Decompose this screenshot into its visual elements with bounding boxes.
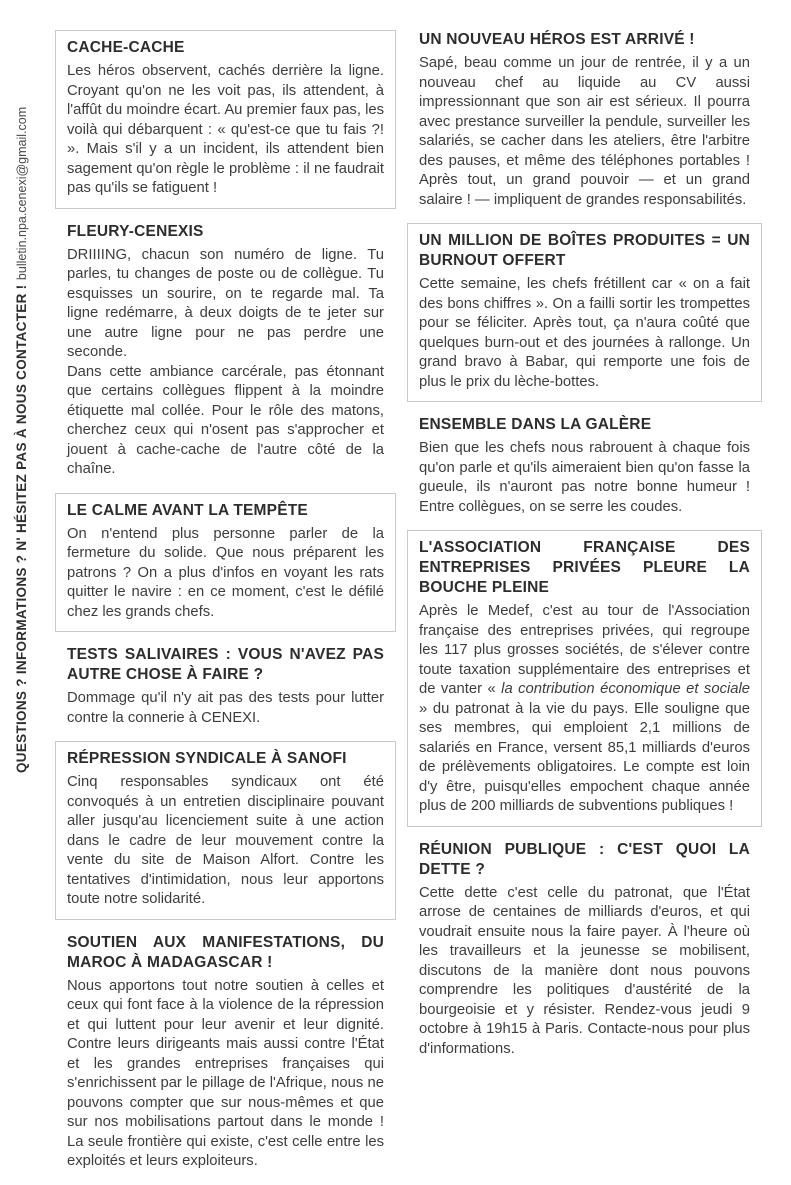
article	[55, 933, 396, 1172]
article-title: FLEURY-CENEXIS	[67, 222, 204, 240]
article-title: L'ASSOCIATION FRANÇAISE DES ENTREPRISES PRIVÉES PLEURE LA BOUCHE PLEINE	[419, 539, 750, 596]
article	[407, 530, 762, 827]
article-paragraph: Dommage qu'il n'y ait pas des tests pour lutter contre la connerie à CENEXI.	[67, 690, 384, 726]
article-paragraph: Après le Medef, c'est au tour de l'Association française des entreprises privées, qui regroupe les 117 plus grosses sociétés, de s'élever contre toute taxation supplémentaire des entreprises et de vanter « la contribution économique et sociale » du patronat à la vie du pays. Elle souligne que ses membres, qui emploient 2,1 millions de salariés en France, versent 85,1 milliards d'euros de prélèvements obligatoires. Le compte est loin d'y être, puisqu'elles empochent chaque année plus de 200 milliards de subventions publiques !	[419, 603, 750, 814]
article-paragraph: Sapé, beau comme un jour de rentrée, il y a un nouveau chef au liquide au CV aussi impressionnant que son air est sérieux. Il pourra avec prestance surveiller la pendule, surveiller les salariés, se cacher dans les ateliers, être l'arbitre des pauses, et même des téléphones portables ! Après tout, un grand pouvoir — et un grand salaire ! — impliquent de grandes responsabilités.	[419, 55, 750, 208]
article-title: LE CALME AVANT LA TEMPÊTE	[67, 501, 308, 519]
contact-sidebar	[12, 105, 31, 775]
article-paragraph: Cinq responsables syndicaux ont été convoqués à un entretien disciplinaire pouvant aller jusqu'au licenciement suite à une action dans le cadre de leur mouvement contre la vente du site de Maison Alfort. Contre les tentatives d'intimidation, nous leur apportons toute notre solidarité.	[67, 774, 384, 907]
article-paragraph: Cette semaine, les chefs frétillent car « on a fait des bons chiffres ». On a failli sortir les trompettes pour se féliciter. Après tout, ça n'aura coûté que quelques burn-out et des journées à rallonge. Un grand bravo à Babar, qui remporte une fois de plus le prix du lèche-bottes.	[419, 276, 750, 390]
article-paragraph: DRIIIING, chacun son numéro de ligne. Tu parles, tu changes de poste ou de collègue. Tu esquisses un sourire, on te regarde mal. Ta ligne redémarre, à deux doigts de te jeter sur une autre ligne pour ne pas perdre une seconde.	[67, 246, 384, 360]
right-column	[407, 30, 762, 1072]
contact-question-text: QUESTIONS ? INFORMATIONS ? N' HÉSITEZ PAS À NOUS CONTACTER !	[14, 284, 29, 774]
article-paragraph: On n'entend plus personne parler de la fermeture du solide. Que nous préparent les patrons ? On a plus d'infos en voyant les rats quitter le navire : en ce moment, c'est le défilé chez les grands chefs.	[67, 525, 384, 620]
contact-email[interactable]: bulletin.npa.cenexi@gmail.com	[15, 106, 29, 281]
quoted-italic-phrase: la contribution économique et sociale	[501, 681, 750, 697]
article-title: SOUTIEN AUX MANIFESTATIONS, DU MAROC À MADAGASCAR !	[67, 933, 384, 971]
article-paragraph: Les héros observent, cachés derrière la ligne. Croyant qu'on ne les voit pas, ils attendent, à l'affût du moindre écart. Au premier faux pas, les voilà qui débarquent : « qu'est-ce que tu fais ?! ». Mais s'il y a un incident, ils attendent bien sagement qu'on règle le problème : il ne faudrait pas qu'ils se fatiguent !	[67, 63, 384, 196]
article-title: RÉUNION PUBLIQUE : C'EST QUOI LA DETTE ?	[419, 840, 750, 878]
article	[55, 741, 396, 920]
article	[407, 840, 762, 1060]
article-title: ENSEMBLE DANS LA GALÈRE	[419, 416, 652, 433]
left-column	[55, 30, 396, 1185]
article	[407, 223, 762, 402]
article	[55, 30, 396, 209]
article-columns	[55, 30, 762, 1185]
article-title: CACHE-CACHE	[67, 39, 185, 56]
article	[55, 222, 396, 480]
article-title: UN NOUVEAU HÉROS EST ARRIVÉ !	[419, 31, 695, 48]
article	[407, 30, 762, 210]
article-paragraph: Bien que les chefs nous rabrouent à chaque fois qu'on parle et qu'ils aimeraient bien qu'on fasse la gueule, ils n'auront pas notre bonne humeur ! Entre collègues, on se serre les coudes.	[419, 440, 750, 515]
article-title: RÉPRESSION SYNDICALE À SANOFI	[67, 750, 347, 767]
article-paragraph: Cette dette c'est celle du patronat, que l'État arrose de centaines de milliards d'euros, et qui voudrait ensuite nous la faire payer. À l'heure où les travailleurs et la jeunesse se mobilisent, discutons de la manière dont nous pouvons comprendre les politiques d'austérité de la bourgeoisie et y résister. Rendez-vous jeudi 9 octobre à 19h15 à Paris. Contacte-nous pour plus d'informations.	[419, 884, 750, 1057]
article-paragraph: Nous apportons tout notre soutien à celles et ceux qui font face à la violence de la répression et qui luttent pour leur avenir et leur dignité. Contre leurs dirigeants mais aussi contre l'État et les grandes entreprises françaises qui s'enrichissent par le pillage de l'Afrique, nous ne pouvons compter que sur nous-mêmes et que sur nos mobilisations partout dans le monde ! La seule frontière qui existe, c'est celle entre les exploités et leurs exploiteurs.	[67, 977, 384, 1169]
article-title: UN MILLION DE BOÎTES PRODUITES = UN BURNOUT OFFERT	[419, 232, 750, 269]
article-title: TESTS SALIVAIRES : VOUS N'AVEZ PAS AUTRE CHOSE À FAIRE ?	[67, 646, 384, 683]
article	[407, 415, 762, 517]
article	[55, 493, 396, 633]
article-paragraph: Dans cette ambiance carcérale, pas étonnant que certains collègues flippent à la moindre étiquette mal collée. Pour le rôle des matons, cherchez ceux qui n'osent pas s'approcher et jouent à cache-cache de l'autre côté de la chaîne.	[67, 363, 384, 477]
article	[55, 645, 396, 728]
